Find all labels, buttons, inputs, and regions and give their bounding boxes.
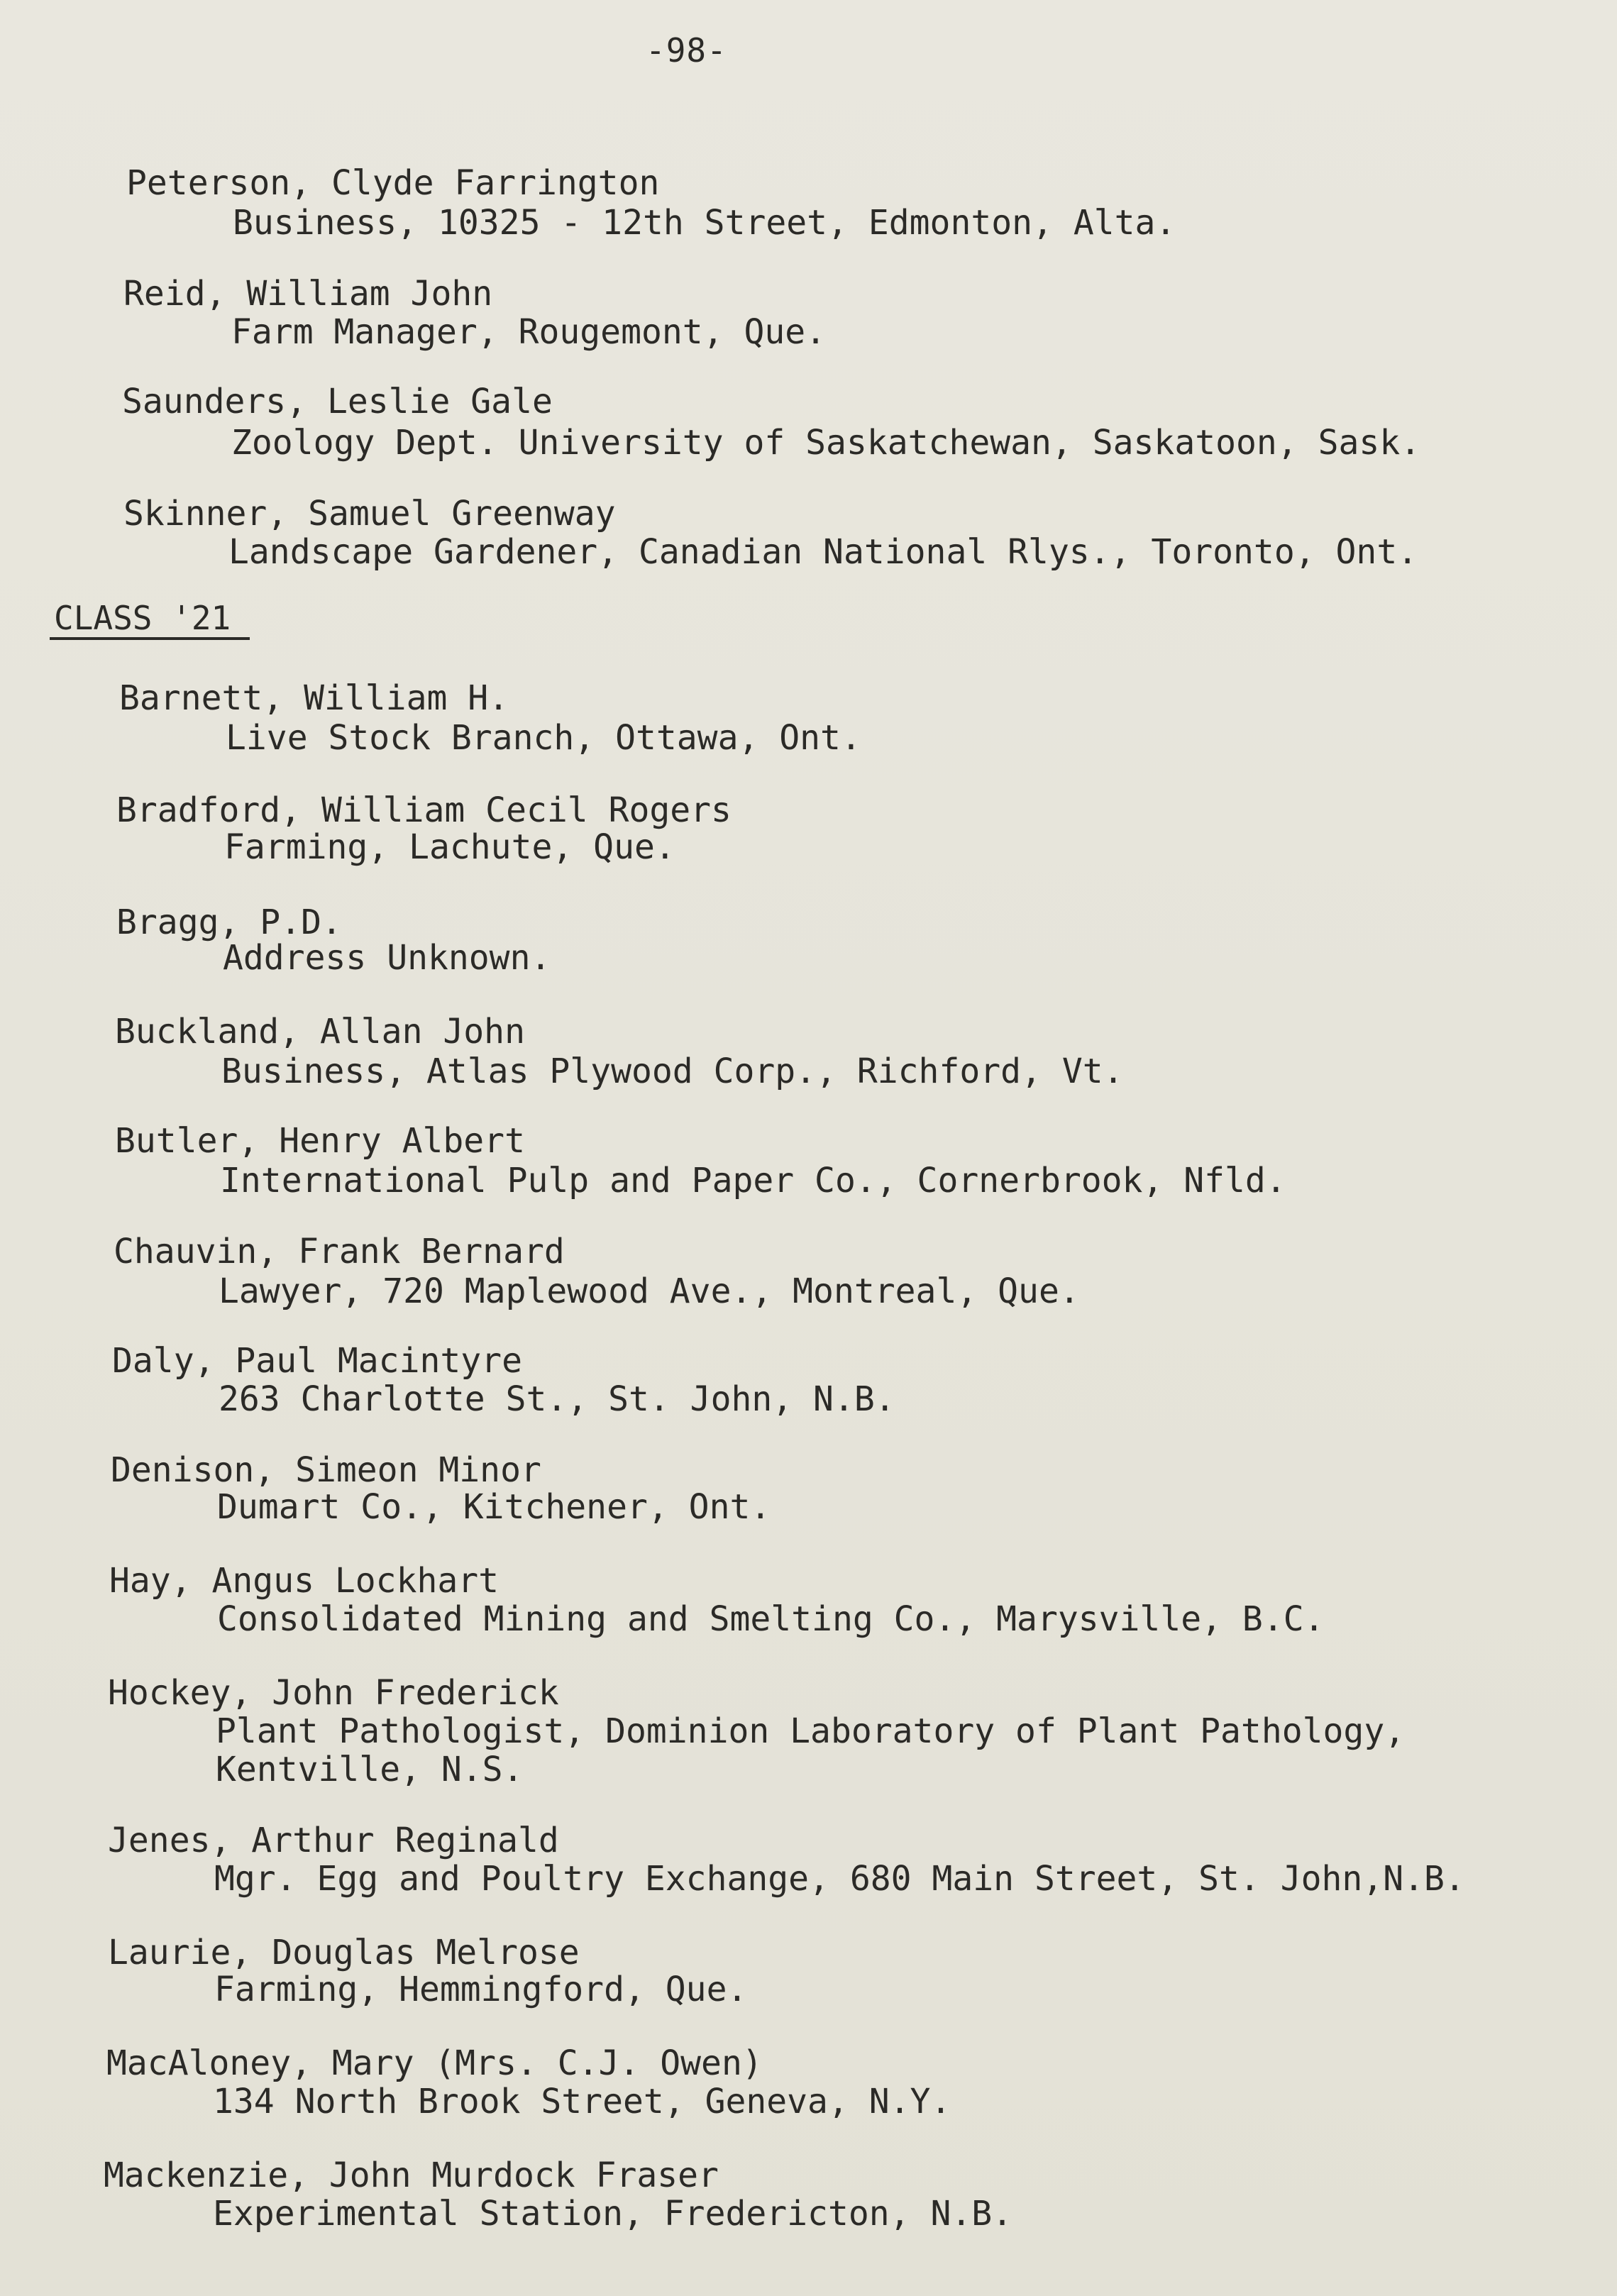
entry-detail: Farm Manager, Rougemont, Que.: [231, 312, 827, 352]
entry-detail: Business, 10325 - 12th Street, Edmonton, Alta.: [233, 203, 1176, 243]
entry-detail: Mgr. Egg and Poultry Exchange, 680 Main Street, St. John,N.B.: [214, 1859, 1465, 1899]
entry-detail: 263 Charlotte St., St. John, N.B.: [219, 1379, 895, 1419]
entry-detail: Consolidated Mining and Smelting Co., Marysville, B.C.: [217, 1599, 1325, 1639]
entry-detail: Farming, Lachute, Que.: [224, 827, 675, 867]
entry-name: Hockey, John Frederick: [108, 1673, 559, 1713]
entry-name: Saunders, Leslie Gale: [122, 382, 553, 421]
entry-detail: Lawyer, 720 Maplewood Ave., Montreal, Que.: [219, 1271, 1080, 1311]
entry-name: Bragg, P.D.: [116, 903, 342, 942]
entry-name: Skinner, Samuel Greenway: [123, 494, 616, 534]
entry-detail: Plant Pathologist, Dominion Laboratory of Plant Pathology,: [216, 1711, 1406, 1751]
entry-detail: Business, Atlas Plywood Corp., Richford, Vt.: [221, 1052, 1124, 1091]
entry-name: Mackenzie, John Murdock Fraser: [104, 2156, 719, 2195]
entry-name: Laurie, Douglas Melrose: [108, 1933, 580, 1972]
entry-name: Butler, Henry Albert: [115, 1121, 525, 1161]
entry-name: Buckland, Allan John: [115, 1012, 525, 1052]
entry-detail: International Pulp and Paper Co., Cornerbrook, Nfld.: [220, 1161, 1286, 1201]
entry-detail: Live Stock Branch, Ottawa, Ont.: [226, 718, 861, 758]
entry-name: Denison, Simeon Minor: [111, 1450, 541, 1490]
entry-name: Chauvin, Frank Bernard: [114, 1232, 565, 1271]
page-number: -98-: [646, 31, 727, 70]
entry-detail: Landscape Gardener, Canadian National Rlys., Toronto, Ont.: [228, 532, 1418, 572]
entry-detail: Address Unknown.: [223, 938, 551, 978]
entry-name: Daly, Paul Macintyre: [112, 1341, 522, 1381]
entry-name: Peterson, Clyde Farrington: [126, 163, 660, 203]
entry-name: Bradford, William Cecil Rogers: [116, 790, 732, 830]
entry-detail: 134 North Brook Street, Geneva, N.Y.: [213, 2082, 951, 2121]
entry-name: Hay, Angus Lockhart: [109, 1561, 500, 1601]
entry-name: MacAloney, Mary (Mrs. C.J. Owen): [106, 2043, 763, 2083]
entry-detail: Kentville, N.S.: [216, 1750, 524, 1789]
class-heading-underline: [50, 637, 250, 640]
entry-detail: Zoology Dept. University of Saskatchewan, Saskatoon, Sask.: [231, 423, 1421, 463]
entry-detail: Farming, Hemmingford, Que.: [214, 1970, 748, 2009]
entry-name: Jenes, Arthur Reginald: [108, 1821, 559, 1860]
entry-name: Reid, William John: [123, 274, 493, 314]
class-heading: CLASS '21: [54, 599, 231, 637]
entry-name: Barnett, William H.: [119, 678, 509, 718]
entry-detail: Dumart Co., Kitchener, Ont.: [217, 1487, 771, 1527]
entry-detail: Experimental Station, Fredericton, N.B.: [213, 2194, 1013, 2234]
